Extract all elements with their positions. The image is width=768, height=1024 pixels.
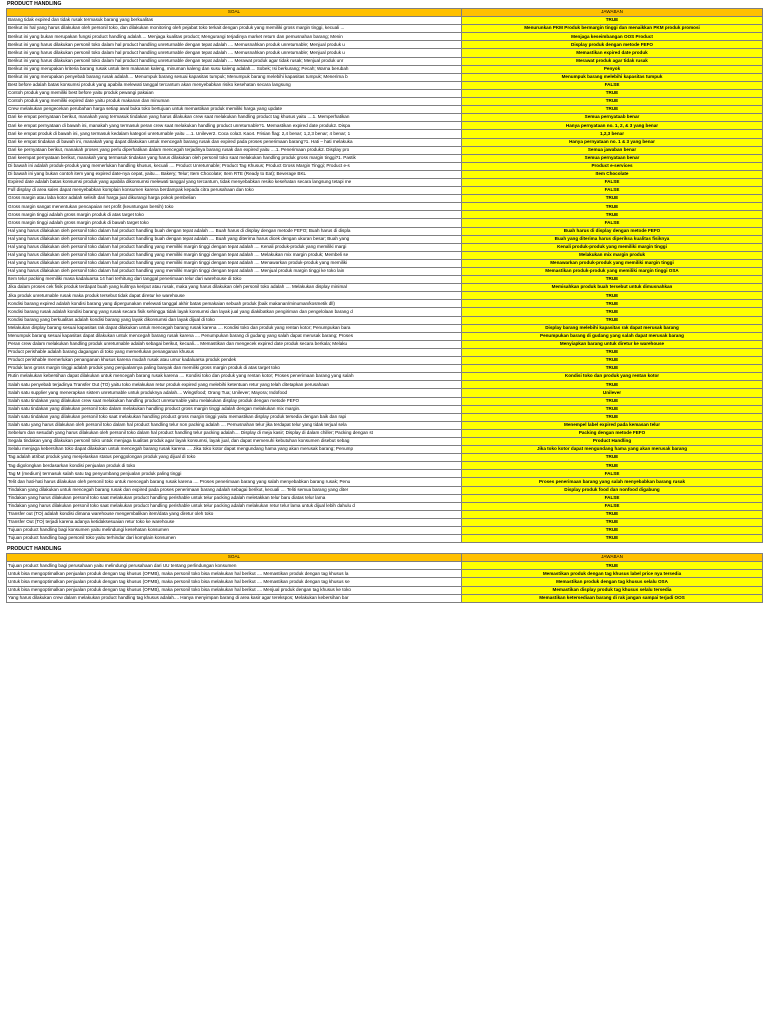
answer-cell[interactable]: FALSE	[462, 81, 763, 89]
table-row	[7, 421, 763, 429]
question-cell[interactable]: Telit dan hati-hati harus dilakukan oleh personil toko untuk mencegah barang rusak karena .... Proses penerimaan barang yang salah menyebabkan barang rusak; Penu	[7, 478, 462, 486]
question-cell[interactable]: Sebelum dan sesudah yang harus dilakukan oleh personil toko dalam hal product handling telur packing adalah.... Display di meja kasir; Display di dalam chiller; Packing dengan st	[7, 429, 462, 437]
answer-cell[interactable]: TRUE	[462, 89, 763, 97]
answer-cell[interactable]: TRUE	[462, 195, 763, 203]
answer-cell[interactable]: Display barang melebihi kapasitas rak dapat merusak barang	[462, 324, 763, 332]
table-row	[7, 308, 763, 316]
question-cell[interactable]: Kondisi barang expired adalah kondisi barang yang dipergunakan melewati tanggal akhir batas pemakaian sebuah produk (baik makanan/minuman/kosmetik dll)	[7, 300, 462, 308]
table-row	[7, 316, 763, 324]
header-row	[7, 9, 763, 17]
table-row	[7, 251, 763, 259]
question-cell[interactable]: Transfer Out (TO) terjadi karena adanya ketidaksesuaian retur toko ke warehouse	[7, 518, 462, 526]
table-row	[7, 332, 763, 340]
header-row	[7, 554, 763, 562]
answer-cell[interactable]: Buah yang diterima harus diperiksa kualitas fisiknya	[462, 235, 763, 243]
table-row	[7, 195, 763, 203]
answer-cell[interactable]: TRUE	[462, 413, 763, 421]
table-row	[7, 57, 763, 65]
question-cell[interactable]: Rutin melakukan kebersihan dapat dilakukan untuk mencegah barang rusak karena .... Kondisi toko dan produk yang rentan kotor; Proses penerimaan barang yang salah	[7, 373, 462, 381]
table-row	[7, 462, 763, 470]
answer-cell[interactable]: Display produk food dan nonfood digabung	[462, 486, 763, 494]
table-row	[7, 340, 763, 348]
answer-cell[interactable]: Memastikan produk dengan tag khusus selalu OSA	[462, 578, 763, 586]
answer-cell[interactable]: Memastikan produk dengan tag khusus label price nya tersedia	[462, 570, 763, 578]
question-cell[interactable]: Tujuan product handling bagi konsumen yaitu melindungi kesehatan konsumen	[7, 527, 462, 535]
table-row	[7, 178, 763, 186]
answer-cell[interactable]: Penyok	[462, 65, 763, 73]
question-cell[interactable]: Tag digolongkan berdasarkan kondisi penjualan produk di toko	[7, 462, 462, 470]
table-row	[7, 33, 763, 41]
table-row	[7, 89, 763, 97]
question-cell[interactable]: Item telur packing memiliki masa kadaluarsa 14 hari terhitung dari tanggal penerimaan telur dari warehouse di toko	[7, 276, 462, 284]
table-row	[7, 562, 763, 570]
answer-cell[interactable]: Merawat produk agar tidak rusak	[462, 57, 763, 65]
question-cell[interactable]: Berikut ini yang harus dilakukan personil toko dalam hal product handling unreturnable dengan tepat adalah .... Memusnahkan produk unreturnable; Menjual produk u	[7, 41, 462, 49]
question-cell[interactable]: Melakukan display barang sesuai kapasitas rak dapat dilakukan untuk mencegah barang rusak karena .... Kondisi toko dan produk yang rentan kotor; Penumpukan bara	[7, 324, 462, 332]
spreadsheet	[6, 0, 762, 603]
answer-cell[interactable]: Memastikan ketersediaan barang di rak jangan sampai terjadi OOS	[462, 594, 763, 602]
table-row	[7, 527, 763, 535]
answer-cell[interactable]: Penumpukan barang di gudang yang salah dapat merusak barang	[462, 332, 763, 340]
table-body-1	[7, 17, 763, 543]
question-cell[interactable]: Gross margin atau laba kotor adalah selisih dari harga jual dikurangi harga pokok pembelian	[7, 195, 462, 203]
answer-cell[interactable]: Menawarkan produk-produk yang memiliki margin tinggi	[462, 259, 763, 267]
question-cell[interactable]: Berikut ini yang harus dilakukan personil toko dalam hal product handling unreturnable dengan tepat adalah .... Merawat produk agar tidak rusak; Menjual produk unr	[7, 57, 462, 65]
table-row	[7, 17, 763, 25]
table-row	[7, 446, 763, 454]
answer-cell[interactable]: Item Chocolate	[462, 170, 763, 178]
question-cell[interactable]: Jika dalam proses cek fisik produk terdapat buah yang kulitnya keriput atau rusak, maka yang harus dilakukan oleh personil toko adalah .... Melakukan display minimal	[7, 284, 462, 292]
answer-cell[interactable]: TRUE	[462, 405, 763, 413]
question-cell[interactable]: Dari ke empat tindakan di bawah ini, manakah yang dapat dilakukan untuk mencegah barang rusak dan expired pada proses penerimaan barang?1. Hati – hati melakuka	[7, 138, 462, 146]
table-row	[7, 130, 763, 138]
question-cell[interactable]: Full display di area sales dapat menyebabkan komplain konsumen karena berdampak kepada citra perusahaan dan toko	[7, 187, 462, 195]
table-row	[7, 454, 763, 462]
answer-cell[interactable]: Hanya pernyataan no. 1, 2, & 3 yang benar	[462, 122, 763, 130]
answer-cell[interactable]: Kenali produk-produk yang memiliki margin tinggi	[462, 243, 763, 251]
answer-cell[interactable]: Memastikan produk-produk yang memiliki margin tinggi OSA	[462, 268, 763, 276]
question-cell[interactable]: Tujuan product handling bagi perusahaan yaitu melindungi perusahaan dari UU tentang perlindungan konsumen	[7, 562, 462, 570]
question-cell[interactable]: Tindakan yang harus dilakukan personil toko saat melakukan product handling perishable untuk telur packing adalah meletakkan telur baru diatas telur lama	[7, 494, 462, 502]
answer-cell[interactable]: TRUE	[462, 462, 763, 470]
answer-cell[interactable]: FALSE	[462, 494, 763, 502]
table-row	[7, 276, 763, 284]
question-cell[interactable]: Jika produk unreturnable rusak maka produk tersebut tidak dapat diretur ke warehouse	[7, 292, 462, 300]
question-cell[interactable]: Untuk bisa mengoptimalkan penjualan produk dengan tag khusus (OFMB), maka personil toko bisa melakukan hal berikut .... Memastikan produk dengan tag khusus se	[7, 578, 462, 586]
answer-cell[interactable]: Unilever	[462, 389, 763, 397]
table-row	[7, 324, 763, 332]
table-row	[7, 578, 763, 586]
question-cell[interactable]: Hal yang harus dilakukan oleh personil toko dalam hal product handling yang memiliki margin tinggi dengan tepat adalah .... Menawarkan produk-produk yang memiliki	[7, 259, 462, 267]
answer-cell[interactable]: Semua jawaban benar	[462, 146, 763, 154]
table-row	[7, 518, 763, 526]
product-handling-table-2	[6, 553, 763, 603]
answer-cell[interactable]: TRUE	[462, 211, 763, 219]
question-cell[interactable]: Hal yang harus dilakukan oleh personil toko dalam hal product handling yang memiliki margin tinggi dengan tepat adalah .... Menjual produk margin tinggi ke toko lain	[7, 268, 462, 276]
table-row	[7, 243, 763, 251]
question-cell[interactable]: Dari ke empat pernyataan di bawah ini, manakah yang termasuk peran crew saat melakukan handling product unreturnable?1. Memastikan expired date produk2. Dispa	[7, 122, 462, 130]
question-cell[interactable]: Dari ke empat pernyataan berikut, manakah yang termasuk tindakan yang harus dilakukan crew saat melakukan handling product tag khusus yaitu ....1. Memperhatikan	[7, 114, 462, 122]
header-soal[interactable]: SOAL	[7, 554, 462, 562]
table-row	[7, 292, 763, 300]
question-cell[interactable]: Salah satu penyebab terjadinya Transfer Out (TO) yaitu toko melakukan retur produk expired yang melebihi ketentuan retur yang telah ditetapkan perusahaan	[7, 381, 462, 389]
table-row	[7, 486, 763, 494]
table-row	[7, 397, 763, 405]
table-row	[7, 65, 763, 73]
question-cell[interactable]: Produk lans gross margin tinggi adalah produk yang penjualannya paling banyak dan memiliki gross margin produk di atas target toko	[7, 365, 462, 373]
question-cell[interactable]: Salah satu tindakan yang dilakukan personil toko saat melakukan handling product gross margin tinggi yaitu memastikan display produk tersedia dengan baik dan rapi	[7, 413, 462, 421]
header-jawaban[interactable]: JAWABAN	[462, 9, 763, 17]
question-cell[interactable]: Barang tidak expired dan tidak rusak termasuk barang yang berkualitas	[7, 17, 462, 25]
question-cell[interactable]: Contoh produk yang memiliki expired date yaitu produk makanan dan minuman	[7, 98, 462, 106]
answer-cell[interactable]: FALSE	[462, 470, 763, 478]
table-row	[7, 187, 763, 195]
question-cell[interactable]: Berikut ini yang harus dilakukan personil toko dalam hal product handling unreturnable dengan tepat adalah .... Memusnahkan produk unreturnable; Menjual produk u	[7, 49, 462, 57]
question-cell[interactable]: Selalu menjaga kebersihan toko dapat dilakukan untuk mencegah barang rusak karena .... Jika toko kotor dapat mengundang hama yang akan merusak barang; Penump	[7, 446, 462, 454]
answer-cell[interactable]: TRUE	[462, 203, 763, 211]
section-title-1: PRODUCT HANDLING	[7, 1, 62, 7]
answer-cell[interactable]: TRUE	[462, 348, 763, 356]
answer-cell[interactable]: FALSE	[462, 219, 763, 227]
table-row	[7, 227, 763, 235]
table-row	[7, 429, 763, 437]
answer-cell[interactable]: TRUE	[462, 308, 763, 316]
answer-cell[interactable]: TRUE	[462, 300, 763, 308]
answer-cell[interactable]: TRUE	[462, 454, 763, 462]
answer-cell[interactable]: FALSE	[462, 502, 763, 510]
answer-cell[interactable]: Semua pernyataab benar	[462, 114, 763, 122]
table-row	[7, 259, 763, 267]
question-cell[interactable]: Menumpuk barang sesuai kapasitas dapat dilakukan untuk mencegah barang rusak karena .... Penumpukan barang di gudang yang salah dapat merusak barang; Proses	[7, 332, 462, 340]
table-row	[7, 470, 763, 478]
answer-cell[interactable]: TRUE	[462, 562, 763, 570]
question-cell[interactable]: Di bawah ini adalah produk-produk yang memerlukan handling khusus, kecuali .... Product Unreturnable; Product Tag Khusus; Product Gross Margin Tinggi; Product e-s	[7, 162, 462, 170]
answer-cell[interactable]: Memisahkan produk buah tersebut untuk dimusnahkan	[462, 284, 763, 292]
table-row	[7, 373, 763, 381]
question-cell[interactable]: Tag M (medium) termasuk salah satu tag penyumbang penjualan produk paling tinggi	[7, 470, 462, 478]
product-handling-table-1	[6, 8, 763, 543]
question-cell[interactable]: Peran crew dalam melakukan handling produk unreturnable adalah sebagai berikut, kecuali.... Memastikan dan mengecek expired date produk secara berkala; Melaku	[7, 340, 462, 348]
question-cell[interactable]: Expired date adalah batas konsumsi produk yang apabila dikonsumsi melewati tanggal yang tercantum, tidak menyebabkan resiko kesehatan secara langsung tetapi me	[7, 178, 462, 186]
answer-cell[interactable]: Display produk dengan metode FEFO	[462, 41, 763, 49]
answer-cell[interactable]: TRUE	[462, 397, 763, 405]
table-row	[7, 413, 763, 421]
question-cell[interactable]: Tindakan yang harus dilakukan personil toko saat melakukan product handling perishable untuk telur packing adalah melakukan retur telur lama untuk dijual lebih dahulu d	[7, 502, 462, 510]
question-cell[interactable]: Dari ke pernyataan berikut, manakah proses yang perlu diperhatikan dalam mencegah terjadinya barang rusak dan expired yaitu ....1. Penerimaan produk2. Display pro	[7, 146, 462, 154]
question-cell[interactable]: Salah satu yang harus dilakukan oleh personil toko dalam hal product handling telur non packing adalah .... Pemusnahan telur jika terdapat telur yang tidak terjual sela	[7, 421, 462, 429]
question-cell[interactable]: Best before adalah batas konsumsi produk yang apabila melewati tanggal tercantum akan menyebabkan risiko kesehatan secara langsung	[7, 81, 462, 89]
table-row	[7, 381, 763, 389]
answer-cell[interactable]: TRUE	[462, 381, 763, 389]
question-cell[interactable]: Kondisi barang yang berkualitas adalah kondisi barang yang layak dikonsumsi dan layak dijual di toko	[7, 316, 462, 324]
table-row	[7, 154, 763, 162]
answer-cell[interactable]: TRUE	[462, 98, 763, 106]
question-cell[interactable]: Berikut ini yang merupakan kriteria barang rusak untuk item makanan kaleng, minuman kaleng dan susu kaleng adalah.... Sobek; Isi berkurang; Pecah; Warna berubah	[7, 65, 462, 73]
answer-cell[interactable]: Menyiapkan barang untuk diretur ke warehouse	[462, 340, 763, 348]
answer-cell[interactable]: TRUE	[462, 535, 763, 543]
table-row	[7, 502, 763, 510]
answer-cell[interactable]: Memastikan expired date produk	[462, 49, 763, 57]
question-cell[interactable]: Dari ke empat produk di bawah ini, yang termasuk kedalam kategori unreturnable yaitu ....1. Unilever2. Coca cola3. Kao4. Frisian flag: 2,4 benar; 1,2,3 benar; 4 benar; 1	[7, 130, 462, 138]
answer-cell[interactable]: Jika toko kotor dapat mengundang hama yang akan merusak barang	[462, 446, 763, 454]
table-row	[7, 510, 763, 518]
answer-cell[interactable]: Proses penerimaan barang yang salah menyebabkan barang rusak	[462, 478, 763, 486]
answer-cell[interactable]: TRUE	[462, 106, 763, 114]
table-row	[7, 73, 763, 81]
table-row	[7, 106, 763, 114]
table-row	[7, 535, 763, 543]
answer-cell[interactable]: Semua pernyataan benar	[462, 154, 763, 162]
table-row	[7, 211, 763, 219]
question-cell[interactable]: Hal yang harus dilakukan oleh personil toko dalam hal product handling yang memiliki margin tinggi dengan tepat adalah .... Kenali produk-produk yang memiliki margi	[7, 243, 462, 251]
answer-cell[interactable]: TRUE	[462, 292, 763, 300]
answer-cell[interactable]: Memastikan display produk tag khusus selalu tersedia	[462, 586, 763, 594]
question-cell[interactable]: Gross margin tinggi adalah gross margin produk di atas target toko	[7, 211, 462, 219]
table-row	[7, 365, 763, 373]
question-cell[interactable]: Segala tindakan yang dilakukan personil toko untuk menjaga kualitas produk agar layak konsumsi, layak jual, dan dapat memenuhi kebutuhan konsumen disebut sebag	[7, 437, 462, 445]
question-cell[interactable]: Crew melakukan pengecekan perubahan harga setiap awal buka toko bertujuan untuk memastikan produk memiliki harga yang update	[7, 106, 462, 114]
question-cell[interactable]: Salah satu tindakan yang dilakukan crew saat melakukan handling product unreturnable yaitu melakukan display produk dengan metode FEFO	[7, 397, 462, 405]
table-row	[7, 41, 763, 49]
question-cell[interactable]: Kondisi barang rusak adalah kondisi barang yang rusak secara fisik sehingga tidak layak konsumsi dan layak jual yang diakibatkan pengiriman dan pengelolaan barang d	[7, 308, 462, 316]
table-row	[7, 235, 763, 243]
question-cell[interactable]: Tindakan yang dilakukan untuk mencegah barang rusak dan expired pada proses penerimaan barang adalah sebagai berikut, kecuali .... Teliti semua barang yang diter	[7, 486, 462, 494]
question-cell[interactable]: Hal yang harus dilakukan oleh personil toko dalam hal product handling yang memiliki margin tinggi dengan tepat adalah .... Melakukan mix margin produk; Membeli se	[7, 251, 462, 259]
question-cell[interactable]: Berikut ini yang bukan merupakan fungsi product handling adalah.... Menjaga kualitas product; Mengurangi terjadinya market return dan pemusnahan barang; Menin	[7, 33, 462, 41]
table-row	[7, 348, 763, 356]
question-cell[interactable]: Salah satu supplier yang menerapkan sistem unreturnable untuk produknya adalah.... Wingsfood; Orang Tua; Unilever; Mayora; Indofood	[7, 389, 462, 397]
table-row	[7, 25, 763, 33]
table-row	[7, 284, 763, 292]
table-row	[7, 219, 763, 227]
header-jawaban[interactable]: JAWABAN	[462, 554, 763, 562]
question-cell[interactable]: Untuk bisa mengoptimalkan penjualan produk dengan tag khusus (OFMB), maka personil toko bisa melakukan hal berikut .... Memastikan produk dengan tag khusus la	[7, 570, 462, 578]
answer-cell[interactable]: Melakukan mix margin produk	[462, 251, 763, 259]
question-cell[interactable]: Dari keempat pernyataan berikut, manakah yang termasuk tindakan yang harus dilakukan oleh personil toko saat melakukan handling produk gross margin tinggi?1. Pastik	[7, 154, 462, 162]
table-row	[7, 49, 763, 57]
answer-cell[interactable]: Menurunkan PKM Produk bermargin tinggi dan menaikkan PKM produk promosi	[462, 25, 763, 33]
table-row	[7, 300, 763, 308]
table-row	[7, 494, 763, 502]
answer-cell[interactable]: TRUE	[462, 365, 763, 373]
table-row	[7, 405, 763, 413]
table-row	[7, 98, 763, 106]
table-row	[7, 122, 763, 130]
question-cell[interactable]: Hal yang harus dilakukan oleh personil toko dalam hal product handling buah dengan tepat adalah .... Buah yang diterima harus dicek dengan ukuran besar; Buah yang	[7, 235, 462, 243]
question-cell[interactable]: Berikut ini yang merupakan penyebab barang rusak adalah.... Menumpuk barang sesuai kapasitas tumpuk; Menumpuk barang melebihi kapasitas tumpuk; Menerima b	[7, 73, 462, 81]
answer-cell[interactable]: Product Handling	[462, 437, 763, 445]
answer-cell[interactable]: Hanya pernyataan no. 1 & 3 yang benar	[462, 138, 763, 146]
table-row	[7, 586, 763, 594]
question-cell[interactable]: Gross margin tinggi adalah gross margin produk di bawah target toko	[7, 219, 462, 227]
table-row	[7, 478, 763, 486]
table-row	[7, 389, 763, 397]
question-cell[interactable]: Tag adalah atribut produk yang menjelaskan status penggolongan produk yang dijual di toko	[7, 454, 462, 462]
table-row	[7, 170, 763, 178]
answer-cell[interactable]: Menumpuk barang melebihi kapasitas tumpuk	[462, 73, 763, 81]
answer-cell[interactable]: FALSE	[462, 187, 763, 195]
answer-cell[interactable]: Menempel label expired pada kemasan telur	[462, 421, 763, 429]
question-cell[interactable]: Product perishable adalah barang dagangan di toko yang memerlukan penanganan khusus	[7, 348, 462, 356]
section-title-2: PRODUCT HANDLING	[7, 546, 62, 553]
header-soal[interactable]: SOAL	[7, 9, 462, 17]
question-cell[interactable]: Contoh produk yang memiliki best before yaitu produk pewangi pakaian	[7, 89, 462, 97]
table-body-2	[7, 562, 763, 602]
table-row	[7, 268, 763, 276]
table-row	[7, 162, 763, 170]
answer-cell[interactable]: TRUE	[462, 510, 763, 518]
table-row	[7, 203, 763, 211]
question-cell[interactable]: Di bawah ini yang bukan contoh item yang expired date-nya cepat, yaitu.... Bakery; Telur; Item Chocolate; Item RTE (Ready to Eat); Beverage BKL	[7, 170, 462, 178]
answer-cell[interactable]: TRUE	[462, 276, 763, 284]
answer-cell[interactable]: TRUE	[462, 316, 763, 324]
question-cell[interactable]: Yang harus dilakukan crew dalam melakukan product handling tag khusus adalah.... Hanya menyimpan barang di area kasir agar terekspos; Melakukan kebersihan bar	[7, 594, 462, 602]
answer-cell[interactable]: TRUE	[462, 518, 763, 526]
table-row	[7, 146, 763, 154]
question-cell[interactable]: Transfer out (TO) adalah kondisi dimana warehouse mengembalikan item/data yang diretur oleh toko	[7, 510, 462, 518]
question-cell[interactable]: Tujuan product handling bagi personil toko yaitu terhindar dari komplain konsumen	[7, 535, 462, 543]
question-cell[interactable]: Berikut ini hal yang harus dilakukan oleh personil toko, dan dilakukan monitoring oleh pejabat toko terkait dengan produk yang memiliki gross margin tinggi, kecuali ...	[7, 25, 462, 33]
question-cell[interactable]: Gross margin sangat menentukan pencapaian net profit (keuntungan bersih) toko	[7, 203, 462, 211]
answer-cell[interactable]: Packing dengan metode FEFO	[462, 429, 763, 437]
table-row	[7, 138, 763, 146]
table-row	[7, 114, 763, 122]
answer-cell[interactable]: Buah harus di display dengan metode FEFO	[462, 227, 763, 235]
answer-cell[interactable]: TRUE	[462, 357, 763, 365]
question-cell[interactable]: Product perishable memerlukan penanganan khusus karena mudah rusak atau umur kadaluarsa produk pendek	[7, 357, 462, 365]
question-cell[interactable]: Salah satu tindakan yang dilakukan personil toko dalam melakukan handling product gross margin tinggi adalah dengan melakukan mix margin.	[7, 405, 462, 413]
table-row	[7, 570, 763, 578]
question-cell[interactable]: Hal yang harus dilakukan oleh personil toko dalam hal product handling buah dengan tepat adalah .... Buah harus di display dengan metode FEFO; Buah harus di displa	[7, 227, 462, 235]
answer-cell[interactable]: 1,2,3 benar	[462, 130, 763, 138]
table-row	[7, 437, 763, 445]
table-row	[7, 357, 763, 365]
table-row	[7, 594, 763, 602]
answer-cell[interactable]: FALSE	[462, 178, 763, 186]
answer-cell[interactable]: Product e-services	[462, 162, 763, 170]
table-row	[7, 81, 763, 89]
answer-cell[interactable]: TRUE	[462, 17, 763, 25]
question-cell[interactable]: Untuk bisa mengoptimalkan penjualan produk dengan tag khusus (OFMB), maka personil toko bisa melakukan hal berikut .... Menjual produk dengan tag khusus ke toko	[7, 586, 462, 594]
answer-cell[interactable]: Menjaga keseimbangan OOS Product	[462, 33, 763, 41]
answer-cell[interactable]: TRUE	[462, 527, 763, 535]
answer-cell[interactable]: Kondisi toko dan produk yang rentan kotor	[462, 373, 763, 381]
